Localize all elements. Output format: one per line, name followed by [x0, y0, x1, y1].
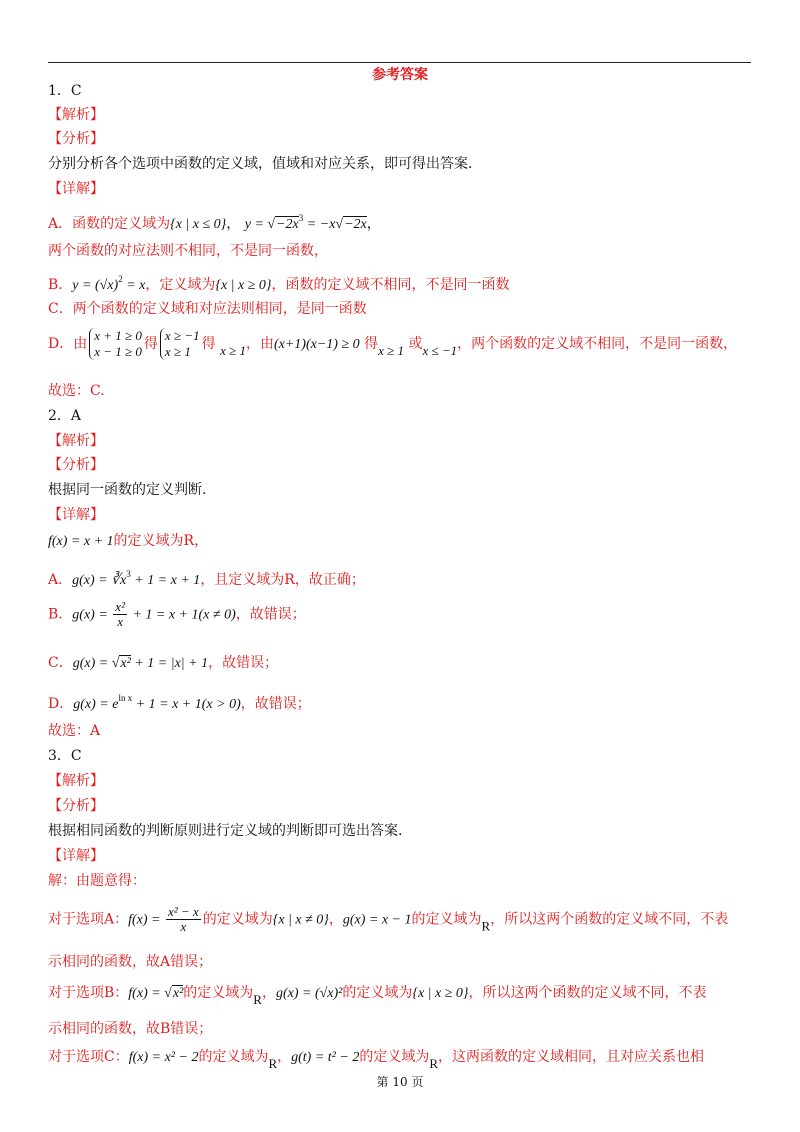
page-title: 参考答案 [372, 67, 428, 83]
q3-fenxi-label: 【分析】 [48, 798, 104, 814]
q1-d-res3: x ≤ −1 [422, 343, 458, 358]
q2-b-prefix: B． [48, 606, 73, 623]
q1-d-system1: x + 1 ≥ 0 x − 1 ≥ 0 [89, 328, 142, 360]
q2-d-prefix: D． [48, 696, 74, 712]
q2-c-in: x² [120, 656, 131, 671]
q2-d-text: ，故错误； [240, 696, 311, 712]
q2-a-prefix: A． [48, 572, 73, 588]
q1-xiangjie-label: 【详解】 [48, 181, 104, 197]
q3-c-R2: R [429, 1056, 438, 1071]
q2-c-lhs: g(x) = [72, 656, 112, 671]
q1-b-eq-end: = x [122, 278, 146, 293]
q2-xiangjie-label: 【详解】 [48, 507, 104, 523]
q3-b-sep: ， [261, 985, 276, 1001]
q2-a-eq: g(x) = ∛x [72, 573, 127, 588]
q1-d-or: 或 [408, 336, 423, 352]
q3-a-prefix: 对于选项A： [48, 911, 129, 928]
q1-b-domain: {x | x ≥ 0} [215, 278, 272, 293]
q1-a-eq-mid: = −x [303, 217, 336, 232]
q2-c-prefix: C． [48, 655, 73, 671]
q3-b-t3: ，所以这两个函数的定义域不同，不表 [468, 985, 707, 1001]
q2-f-eq: f(x) = x + 1 [48, 534, 114, 549]
q2-answer: 故选：A [48, 723, 101, 739]
q3-fenxi-text: 根据相同函数的判断原则进行定义域的判断即可选出答案. [48, 823, 403, 839]
q3-option-c [48, 1048, 704, 1073]
q1-a-sep: ， [226, 216, 241, 232]
q1-answer: 故选：C. [48, 383, 105, 399]
q3-b-t1: 的定义域为 [183, 985, 254, 1001]
q2-c-text: ，故错误； [208, 655, 279, 671]
q2-d-rhs: + 1 = x + 1(x > 0) [132, 697, 241, 712]
q3-a-t3: ，所以这两个函数的定义域不同，不表 [490, 911, 729, 928]
q2-option-b [48, 600, 306, 629]
q1-option-c: C．两个函数的定义域和对应法则相同，是同一函数 [48, 301, 367, 317]
q1-b-eq: y = (√x) [72, 278, 119, 293]
q2-d-sup: ln x [118, 693, 133, 703]
q3-option-b: 对于选项B：f(x) = √x²的定义域为R，g(x) = (√x)²的定义域为{x | x ≥ 0}，所以这两个函数的定义域不同，不表 [48, 985, 707, 1007]
q2-b-text: ，故错误； [235, 606, 306, 623]
q3-xiangjie-label: 【详解】 [48, 848, 104, 864]
q1-b-mid: ，定义域为 [145, 277, 216, 293]
q1-option-a: A．函数的定义域为{x | x ≤ 0}， $y = √-2x^3 = -x√-2x$， [48, 213, 381, 232]
q2-d-lhs: g(x) = e [73, 697, 119, 712]
q2-option-d [48, 689, 311, 714]
q3-c-t1: 的定义域为 [198, 1049, 269, 1065]
q1-fenxi-text: 分别分析各个选项中函数的定义域，值域和对应关系，即可得出答案. [48, 156, 473, 172]
q3-b-t2: 的定义域为 [342, 985, 413, 1001]
q2-option-a: A．$g(x) = ∛x^3 + 1 = x + 1$，且定义域为R，故正确； [48, 569, 365, 588]
page-number: 第 10 页 [376, 1075, 424, 1089]
q3-b-g: g(x) = (√x)² [275, 986, 343, 1001]
q3-b-prefix: 对于选项B： [48, 985, 129, 1001]
q2-fenxi-label: 【分析】 [48, 457, 104, 473]
q3-c-R1: R [268, 1056, 278, 1071]
q1-b-end: ，函数的定义域不相同，不是同一函数 [271, 277, 510, 293]
q3-a-lhs: f(x) = [128, 912, 164, 928]
q3-a-t1: 的定义域为 [202, 911, 273, 928]
q3-a-R: R [481, 918, 491, 934]
q3-c-prefix: 对于选项C： [48, 1049, 129, 1065]
q3-b-R: R [253, 992, 262, 1007]
q2-f-def [48, 532, 208, 551]
q2-fenxi-text: 根据同一函数的定义判断. [48, 482, 207, 498]
q1-a-eq-lhs: y = [244, 217, 268, 232]
q1-d-prefix: D．由 [48, 336, 88, 352]
q1-option-b: B．$y = (√x)^2 = x$，定义域为{x | x ≥ 0}，函数的定义域不相同，不是同一函数 [48, 274, 510, 293]
q1-d-end: ，两个函数的定义域不相同，不是同一函数， [457, 336, 738, 352]
q3-b-in: x² [172, 986, 184, 1001]
q3-c-sep: ， [277, 1049, 292, 1065]
q1-a-eq-in1: −2x [276, 217, 299, 232]
q3-a-frac: $\frac{\text{x² − x}}{x}$ [168, 904, 199, 934]
q3-c-t2: 的定义域为 [359, 1049, 430, 1065]
q2-f-text: 的定义域为R， [113, 533, 209, 549]
q1-d-mid: ，由 [245, 336, 274, 352]
q2-number: 2．A [48, 408, 82, 424]
q3-number: 3．C [48, 748, 82, 764]
q1-d-res2: x ≥ 1 [378, 343, 404, 358]
q1-number: 1．C [48, 83, 82, 99]
q3-c-g: g(t) = t² − 2 [291, 1050, 360, 1065]
q3-c-f: f(x) = x² − 2 [128, 1050, 199, 1065]
q2-a-eq-end: + 1 = x + 1 [130, 573, 201, 588]
q3-b-d: {x | x ≥ 0} [412, 986, 469, 1001]
q2-b-frac: $\frac{\text{x²}}{x}$ [115, 599, 125, 629]
q1-option-d [48, 328, 737, 360]
q2-option-c: C．g(x) = √x² + 1 = |x| + 1，故错误； [48, 655, 279, 671]
q1-d-de2: 得 [201, 336, 216, 352]
q3-a-d1: {x | x ≠ 0} [272, 912, 329, 928]
q1-d-system2: x ≥ −1 x ≥ 1 [160, 328, 200, 360]
q2-jiexi-label: 【解析】 [48, 433, 104, 449]
q1-a-line2: 两个函数的对应法则不相同，不是同一函数， [48, 243, 328, 259]
q2-a-text: ，且定义域为R，故正确； [200, 572, 365, 588]
q3-jiexi-label: 【解析】 [48, 773, 104, 789]
q3-b-lhs: f(x) = [128, 986, 165, 1001]
q2-b-rhs: + 1 = x + 1(x ≠ 0) [128, 607, 236, 623]
q3-a-g: g(x) = x − 1 [342, 912, 412, 928]
q1-d-res1: x ≥ 1 [220, 343, 246, 358]
q3-a-t2: 的定义域为 [411, 911, 482, 928]
q1-a-prefix: A．函数的定义域为 [48, 216, 171, 232]
q1-d-de1: 得 [143, 336, 158, 352]
q1-d-ineq: (x+1)(x−1) ≥ 0 [273, 337, 360, 352]
q1-fenxi-label: 【分析】 [48, 131, 104, 147]
q2-c-rhs: + 1 = |x| + 1 [130, 656, 209, 671]
q1-d-de3: 得 [364, 336, 379, 352]
q1-a-end: ， [366, 216, 381, 232]
q1-a-eq-in2: −2x [344, 217, 367, 232]
q1-jiexi-label: 【解析】 [48, 107, 104, 123]
q2-b-lhs: g(x) = [72, 607, 112, 623]
header-rule [48, 62, 751, 63]
q3-c-t3: ，这两函数的定义域相同，且对应关系也相 [438, 1049, 704, 1065]
q3-a-sep: ， [328, 911, 343, 928]
q1-b-prefix: B． [48, 277, 73, 293]
q3-option-a [48, 905, 728, 936]
q3-a-line2: 示相同的函数，故A错误； [48, 954, 213, 970]
q3-b-line2: 示相同的函数，故B错误； [48, 1021, 213, 1037]
q1-a-domain: {x | x ≤ 0} [170, 217, 227, 232]
q3-solve: 解：由题意得： [48, 873, 146, 889]
